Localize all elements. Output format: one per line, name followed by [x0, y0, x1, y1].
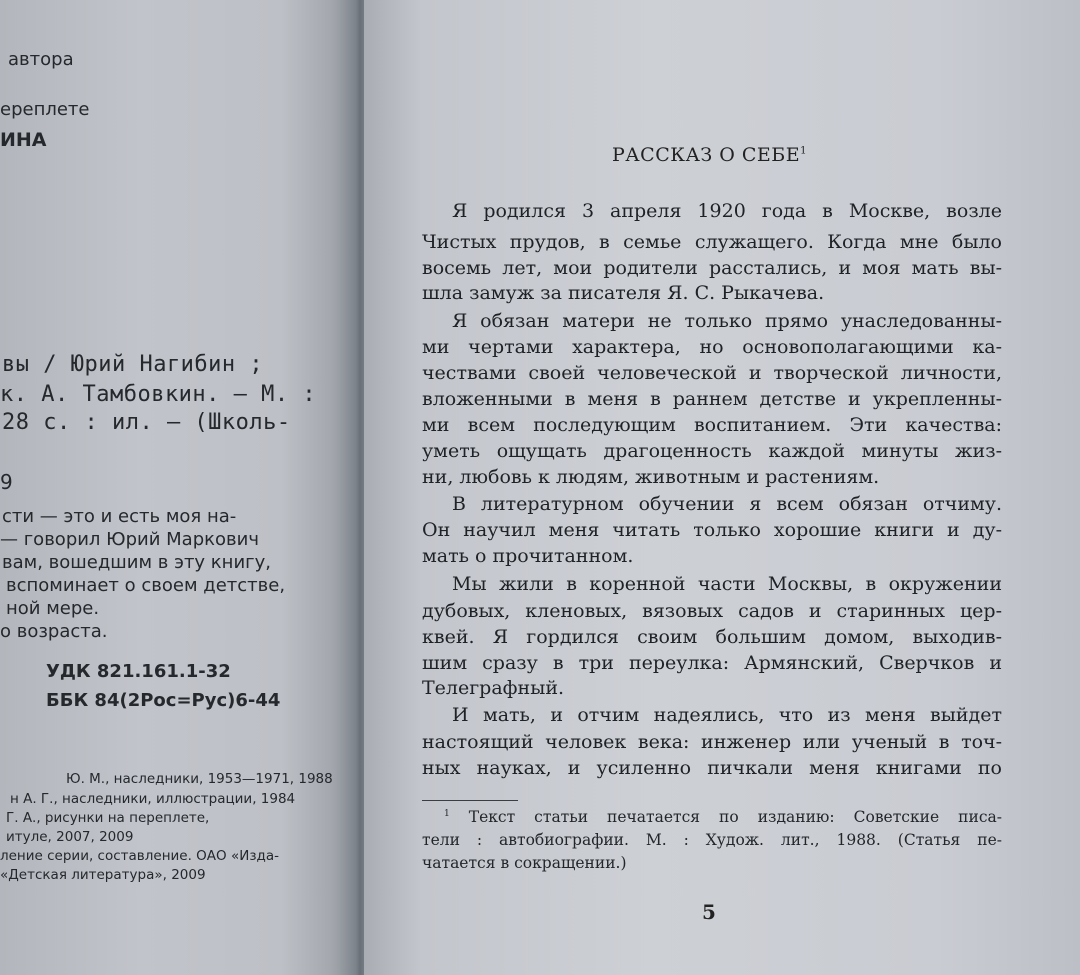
body-line: настоящий человек века: инженер или ученый в точ- — [422, 731, 1002, 753]
annotation-line: ной мере. — [6, 598, 100, 619]
udc-code: УДК 821.161.1-32 — [46, 661, 231, 682]
number-fragment: 9 — [0, 470, 13, 494]
body-line: восемь лет, мои родители расстались, и моя мать вы- — [422, 257, 1002, 279]
copyright-line: Ю. М., наследники, 1953—1971, 1988 — [66, 771, 333, 787]
chapter-title — [612, 144, 807, 166]
chapter-title-text: РАССКАЗ О СЕБЕ — [612, 144, 801, 166]
copyright-line: ление серии, составление. ОАО «Изда- — [0, 848, 279, 864]
body-line: шим сразу в три переулка: Армянский, Сверчков и — [422, 652, 1002, 674]
top-line: ереплете — [0, 99, 90, 120]
heading-fragment: ИНА — [0, 129, 47, 151]
body-line: ми чертами характера, но основополагающими ка- — [422, 336, 1002, 358]
body-line: шла замуж за писателя Я. С. Рыкачева. — [422, 282, 825, 304]
body-line: Чистых прудов, в семье служащего. Когда мне было — [422, 231, 1002, 253]
body-line: уметь ощущать драгоценность каждой минуты жиз- — [422, 440, 1002, 462]
body-line: дубовых, кленовых, вязовых садов и старинных цер- — [422, 600, 1002, 622]
body-line: квей. Я гордился своим большим домом, выходив- — [422, 626, 1002, 648]
body-line: Я родился 3 апреля 1920 года в Москве, возле — [452, 200, 1002, 222]
footnote-mark: 1 — [444, 808, 450, 819]
body-line: Телеграфный. — [422, 677, 565, 699]
annotation-line: вспоминает о своем детстве, — [6, 575, 286, 596]
body-line: В литературном обучении я всем обязан отчиму. — [452, 493, 1002, 515]
bib-line: вы / Юрий Нагибин ; — [2, 352, 264, 377]
body-line: вложенными в меня в раннем детстве и укрепленны- — [422, 388, 1002, 410]
footnote-line: тели : автобиографии. М. : Худож. лит., 1988. (Статья пе- — [422, 831, 1002, 849]
body-line: чествами своей человеческой и творческой личности, — [422, 362, 1002, 384]
body-line: мать о прочитанном. — [422, 545, 634, 567]
annotation-line: — говорил Юрий Маркович — [0, 529, 259, 550]
body-line: Я обязан матери не только прямо унаследованны- — [452, 310, 1002, 332]
top-line: автора — [8, 49, 74, 70]
copyright-line: итуле, 2007, 2009 — [6, 829, 134, 845]
copyright-line: Г. А., рисунки на переплете, — [6, 810, 210, 826]
body-line: И мать, и отчим надеялись, что из меня выйдет — [452, 704, 1002, 726]
annotation-line: сти — это и есть моя на- — [2, 506, 237, 527]
body-line: Мы жили в коренной части Москвы, в окружении — [452, 573, 1002, 595]
body-line: ных науках, и усиленно пичкали меня книгами по — [422, 757, 1002, 779]
footnote-rule — [422, 800, 518, 801]
footnote-text: Текст статьи печатается по изданию: Советские писа- — [468, 808, 1002, 826]
bbk-code: ББК 84(2Рос=Рус)6-44 — [46, 690, 281, 711]
page-number: 5 — [702, 900, 716, 924]
bib-line: 28 с. : ил. — (Школь- — [2, 410, 291, 435]
copyright-line: н А. Г., наследники, иллюстрации, 1984 — [10, 791, 296, 807]
body-line: ми всем последующим воспитанием. Эти качества: — [422, 414, 1002, 436]
footnote-line: чатается в сокращении.) — [422, 854, 627, 872]
copyright-line: «Детская литература», 2009 — [0, 867, 206, 883]
annotation-line: о возраста. — [0, 621, 108, 642]
footnote-line — [444, 808, 1002, 826]
title-footnote-mark: 1 — [800, 145, 807, 157]
annotation-line: вам, вошедшим в эту книгу, — [2, 552, 271, 573]
bib-line: к. А. Тамбовкин. — М. : — [0, 382, 317, 407]
body-line: Он научил меня читать только хорошие книги и ду- — [422, 519, 1002, 541]
left-page — [0, 0, 352, 975]
body-line: ни, любовь к людям, животным и растениям. — [422, 466, 880, 488]
